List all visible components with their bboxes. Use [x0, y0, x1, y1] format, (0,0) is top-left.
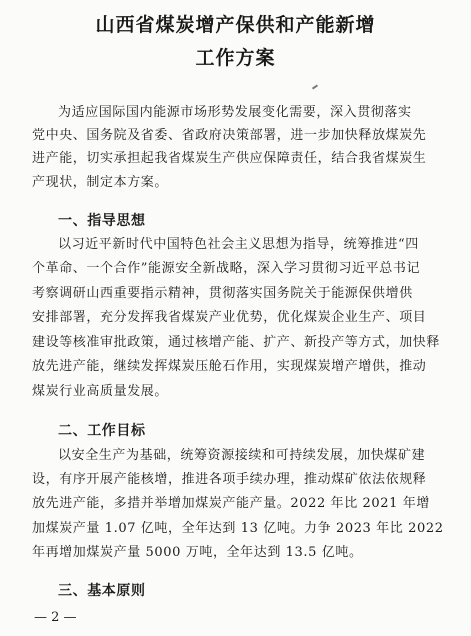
page-number: — 2 — [34, 610, 77, 625]
intro-line: 为适应国际国内能源市场形势发展变化需要，深入贯彻落实 [58, 105, 412, 120]
section-heading-work-goals: 二、工作目标 [58, 423, 146, 439]
intro-line: 进产能，切实承担起我省煤炭生产供应保障责任，结合我省煤炭生 [32, 151, 427, 166]
section2-line: 设，有序开展产能核增，推进各项手续办理，推动煤矿依法依规释 [32, 472, 427, 487]
section1-line: 放先进产能，继续发挥煤炭压舱石作用，实现煤炭增产增供，推动 [32, 359, 427, 374]
section2-line: 以安全生产为基础，统筹资源接续和可持续发展，加快煤矿建 [58, 448, 426, 463]
document-title-line-2: 工作方案 [195, 47, 276, 69]
section1-line: 安排部署，充分发挥我省煤炭产业优势，优化煤炭企业生产、项目 [32, 310, 427, 325]
section1-line: 建设等核准审批政策，通过核增产能、扩产、新投产等方式，加快释 [32, 335, 441, 350]
section1-line: 考察调研山西重要指示精神，贯彻落实国务院关于能源保供增供 [32, 286, 413, 301]
intro-line: 产现状，制定本方案。 [32, 175, 169, 190]
section1-line: 以习近平新时代中国特色社会主义思想为指导，统筹推进“四 [58, 237, 419, 252]
section2-line: 年再增加煤炭产量 5000 万吨，全年达到 13.5 亿吨。 [32, 545, 363, 560]
scan-mark [312, 84, 318, 89]
intro-line: 党中央、国务院及省委、省政府决策部署，进一步加快释放煤炭先 [32, 128, 427, 143]
section2-line: 放先进产能，多措并举增加煤炭产能产量。2022 年比 2021 年增 [32, 496, 430, 511]
section-heading-guiding-ideology: 一、指导思想 [58, 213, 146, 229]
section1-line: 煤炭行业高质量发展。 [32, 384, 169, 399]
section2-line: 加煤炭产量 1.07 亿吨，全年达到 13 亿吨。力争 2023 年比 2022 [32, 521, 444, 536]
document-title-line-1: 山西省煤炭增产保供和产能新增 [95, 14, 376, 36]
section-heading-basic-principles: 三、基本原则 [58, 583, 146, 599]
section1-line: 个革命、一个合作”能源安全新战略，深入学习贯彻习近平总书记 [32, 261, 421, 276]
